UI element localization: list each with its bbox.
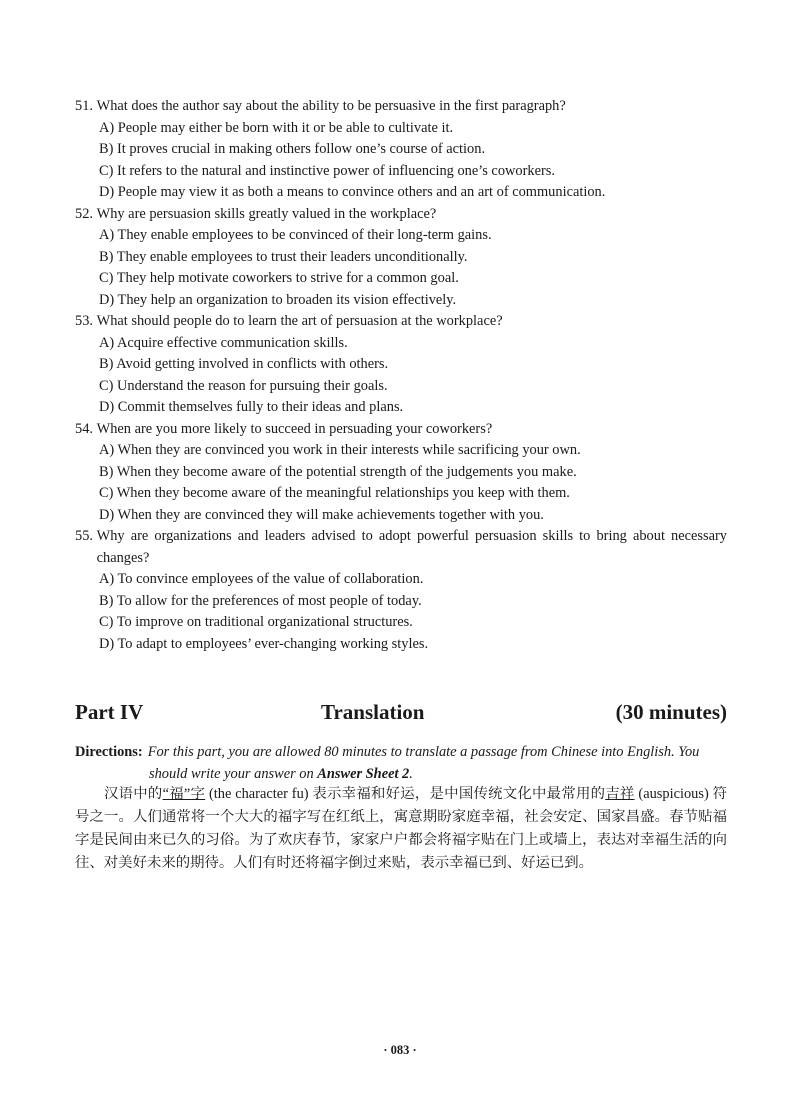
directions-continued: [75, 764, 727, 786]
option-b: B) When they become aware of the potential strength of the judgements you make.: [99, 463, 577, 480]
option-b: B) To allow for the preferences of most people of today.: [99, 592, 422, 609]
passage-text: (the character fu) 表示幸福和好运，是中国传统文化中最常用的: [205, 786, 606, 802]
question-stem: [75, 419, 727, 441]
question-54: [75, 419, 727, 527]
directions-period: .: [409, 765, 413, 782]
part-label: Part IV: [75, 700, 144, 724]
option-b: B) They enable employees to trust their leaders unconditionally.: [99, 248, 468, 265]
question-stem: [75, 96, 727, 118]
page-number: · 083 ·: [383, 1043, 417, 1057]
option-d: D) People may view it as both a means to convince others and an art of communication.: [99, 184, 606, 200]
directions: [75, 742, 727, 785]
question-number: 51.: [75, 98, 93, 114]
question-text: What does the author say about the ability to be persuasive in the first paragraph?: [96, 98, 566, 114]
option-d: D) To adapt to employees’ ever-changing working styles.: [99, 635, 429, 652]
option-d: D) When they are convinced they will make achievements together with you.: [99, 506, 544, 523]
passage-text: 汉语中的: [104, 786, 163, 802]
question-number: 53.: [75, 313, 93, 329]
question-52: [75, 204, 727, 312]
question-number: 55.: [75, 528, 93, 544]
option-a: A) They enable employees to be convinced of their long-term gains.: [99, 227, 492, 243]
option-c: C) It refers to the natural and instinctive power of influencing one’s coworkers.: [99, 162, 555, 179]
part-time: (30 minutes): [615, 700, 727, 724]
question-text: Why are persuasion skills greatly valued in the workplace?: [96, 205, 437, 222]
option-b: B) It proves crucial in making others follow one’s course of action.: [99, 141, 486, 157]
directions-text-cont: should write your answer on: [149, 765, 318, 782]
option-b: B) Avoid getting involved in conflicts with others.: [99, 356, 389, 372]
directions-label: Directions:: [75, 744, 143, 760]
passage-text: (auspicious) 符号之一。人们通常将一个大大的福字写在红纸上，寓意期盼家庭幸福，社会安定、国家昌盛。春节贴福字是民间由来已久的习俗。为了欢庆春节，家家户户都会将福字贴在门上或墙上，表达对幸福生活的向往、对美好未来的期待。人们有时还将福字倒过来贴，表示幸福已到、好运已到。: [75, 786, 727, 871]
option-c: C) Understand the reason for pursuing their goals.: [99, 377, 388, 394]
directions-text: For this part, you are allowed 80 minutes to translate a passage from Chinese into English. You: [147, 744, 700, 760]
question-stem: [75, 311, 727, 333]
passage-underlined-fu: “福”字: [162, 786, 206, 802]
question-number: 52.: [75, 205, 93, 222]
question-text: When are you more likely to succeed in persuading your coworkers?: [96, 420, 493, 437]
question-text: What should people do to learn the art of persuasion at the workplace?: [96, 313, 503, 329]
question-53: [75, 311, 727, 419]
question-55: [75, 526, 727, 655]
question-text: Why are organizations and leaders advised to adopt powerful persuasion skills to bring about necessary changes?: [96, 528, 727, 566]
option-c: C) When they become aware of the meaningful relationships you keep with them.: [99, 485, 570, 501]
translation-passage: [75, 783, 727, 875]
option-a: A) Acquire effective communication skills.: [99, 334, 348, 351]
answer-sheet-ref: Answer Sheet 2: [317, 765, 410, 782]
option-a: A) People may either be born with it or be able to cultivate it.: [99, 119, 454, 136]
part-title: Translation: [321, 700, 425, 724]
question-list: [75, 96, 727, 655]
option-a: A) When they are convinced you work in their interests while sacrificing your own.: [99, 442, 581, 458]
passage-underlined-jixiang: 吉祥: [605, 786, 635, 802]
option-d: D) Commit themselves fully to their ideas and plans.: [99, 399, 404, 415]
option-c: C) To improve on traditional organizational structures.: [99, 614, 413, 630]
option-d: D) They help an organization to broaden its vision effectively.: [99, 291, 457, 308]
question-stem: [75, 526, 727, 569]
question-stem: [75, 204, 727, 226]
part-heading: [75, 700, 727, 732]
question-51: [75, 96, 727, 204]
option-a: A) To convince employees of the value of collaboration.: [99, 571, 424, 587]
question-number: 54.: [75, 420, 93, 437]
option-c: C) They help motivate coworkers to strive for a common goal.: [99, 270, 459, 286]
